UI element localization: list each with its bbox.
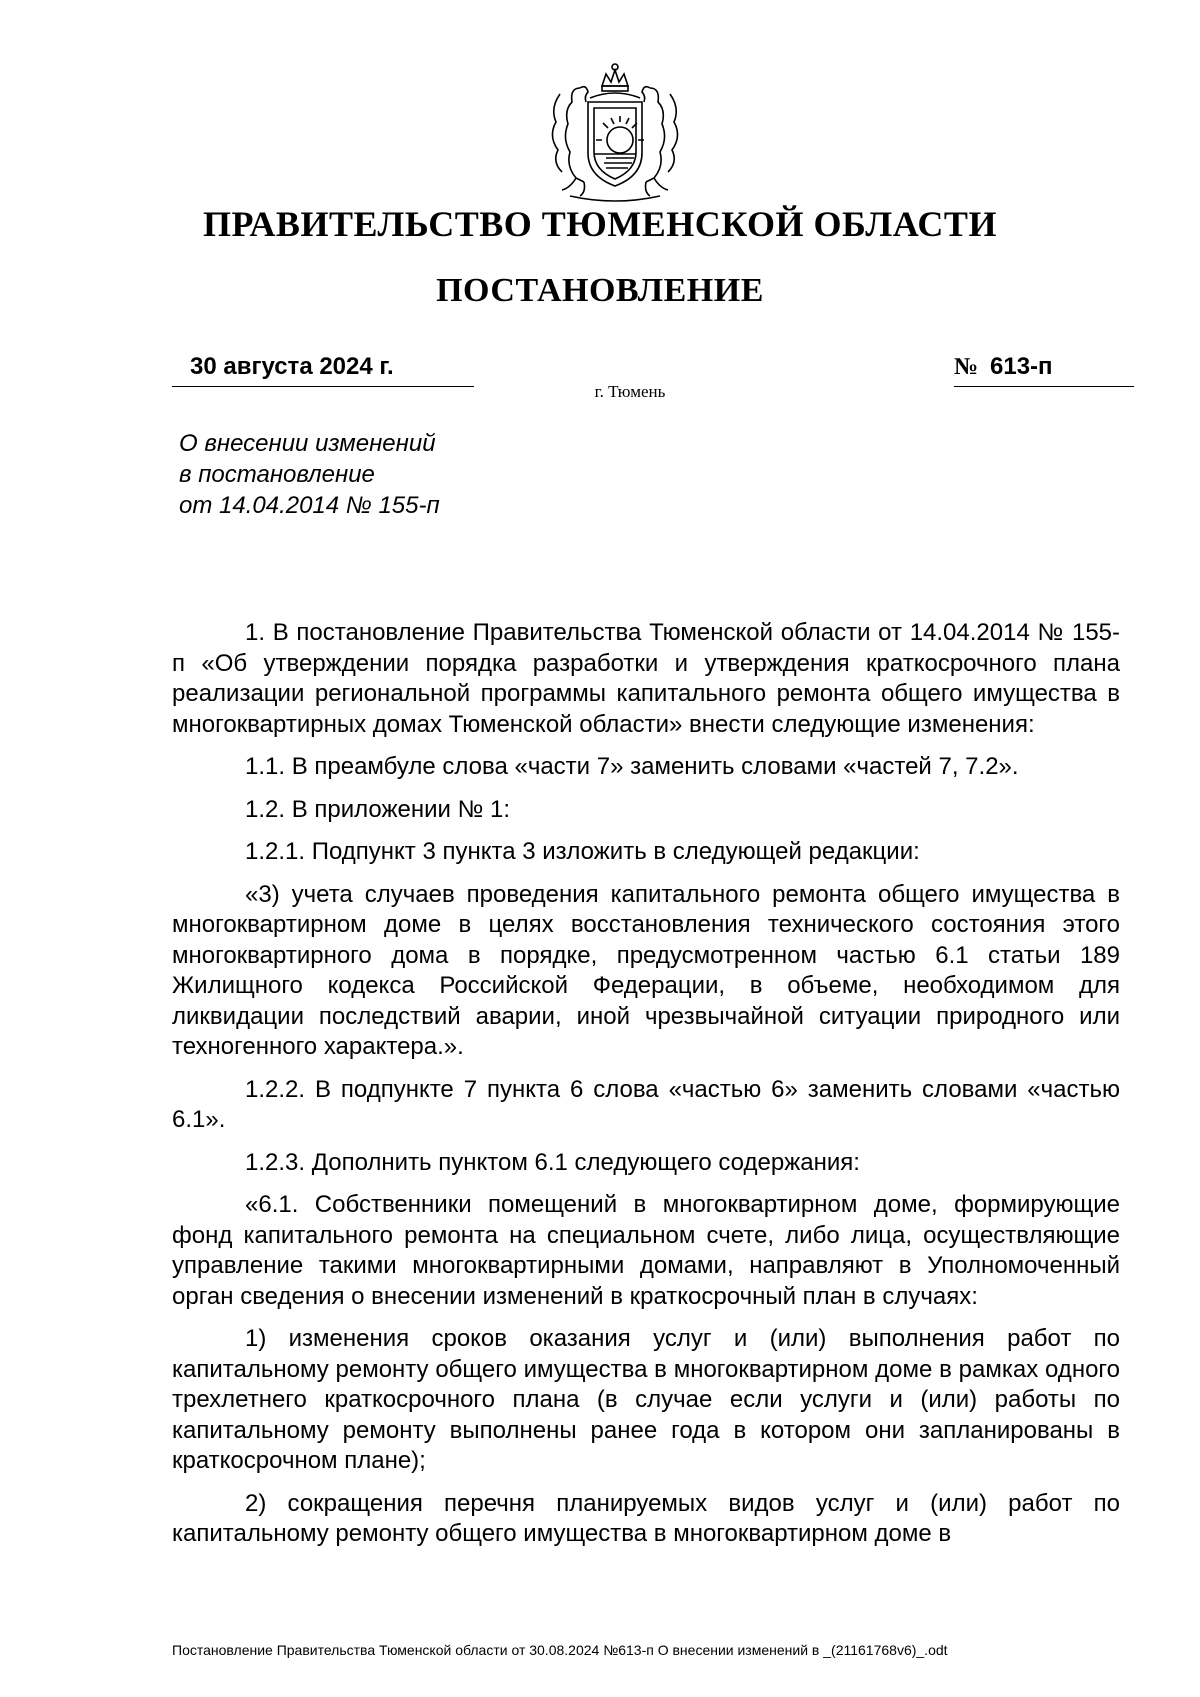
document-type-title: ПОСТАНОВЛЕНИЕ: [436, 272, 764, 309]
body-paragraph: 1.1. В преамбуле слова «части 7» заменить словами «частей 7, 7.2».: [245, 753, 1019, 780]
document-number: 613-п: [990, 353, 1053, 380]
document-subject: [179, 428, 599, 521]
body-paragraph: 1.2. В приложении № 1:: [245, 795, 511, 823]
number-sign: №: [954, 354, 979, 380]
body-paragraph: 1) изменения сроков оказания услуг и (или) выполнения работ по капитальному ремонту общего имущества в многоквартирном доме в рамках одного трехлетнего краткосрочного плана (в случае если услуги и (или) работы по капитальному ремонту выполнены ранее года в котором они запланированы в краткосрочном плане);: [172, 1325, 1120, 1474]
document-date: 30 августа 2024 г.: [190, 353, 394, 380]
body-paragraph: 1.2.1. Подпункт 3 пункта 3 изложить в следующей редакции:: [245, 838, 920, 865]
body-paragraph: «6.1. Собственники помещений в многоквартирном доме, формирующие фонд капитального ремонта на специальном счете, либо лица, осуществляющие управление такими многоквартирными домами, направляют в Уполномоченный орган сведения о внесении изменений в краткосрочный план в случаях:: [172, 1191, 1120, 1310]
body-paragraph: 1.2.2. В подпункте 7 пункта 6 слова «частью 6» заменить словами «частью 6.1».: [172, 1075, 1120, 1133]
body-paragraph: 2) сокращения перечня планируемых видов услуг и (или) работ по капитальному ремонту общего имущества в многоквартирном доме в: [172, 1489, 1120, 1547]
coat-of-arms-emblem: [540, 58, 690, 203]
subject-line: О внесении изменений: [179, 430, 436, 457]
subject-line: от 14.04.2014 № 155-п: [179, 492, 440, 519]
body-paragraph: 1.2.3. Дополнить пунктом 6.1 следующего содержания:: [245, 1148, 860, 1176]
page-footer: Постановление Правительства Тюменской области от 30.08.2024 №613-п О внесении изменений в _(21161768v6)_.odt: [172, 1642, 948, 1658]
body-paragraph: 1. В постановление Правительства Тюменской области от 14.04.2014 № 155-п «Об утверждении порядка разработки и утверждения краткосрочного плана реализации региональной программы капитального ремонта общего имущества в многоквартирных домах Тюменской области» внести следующие изменения:: [172, 619, 1120, 738]
government-title: ПРАВИТЕЛЬСТВО ТЮМЕНСКОЙ ОБЛАСТИ: [203, 204, 997, 244]
body-paragraph: «3) учета случаев проведения капитального ремонта общего имущества в многоквартирном доме в целях восстановления технического состояния этого многоквартирного дома в порядке, предусмотренном частью 6.1 статьи 189 Жилищного кодекса Российской Федерации, в объеме, необходимом для ликвидации последствий аварии, иной чрезвычайной ситуации природного или техногенного характера.».: [172, 880, 1120, 1060]
city-name: г. Тюмень: [594, 382, 666, 401]
subject-line: в постановление: [179, 461, 375, 488]
document-body: [172, 618, 1120, 1562]
